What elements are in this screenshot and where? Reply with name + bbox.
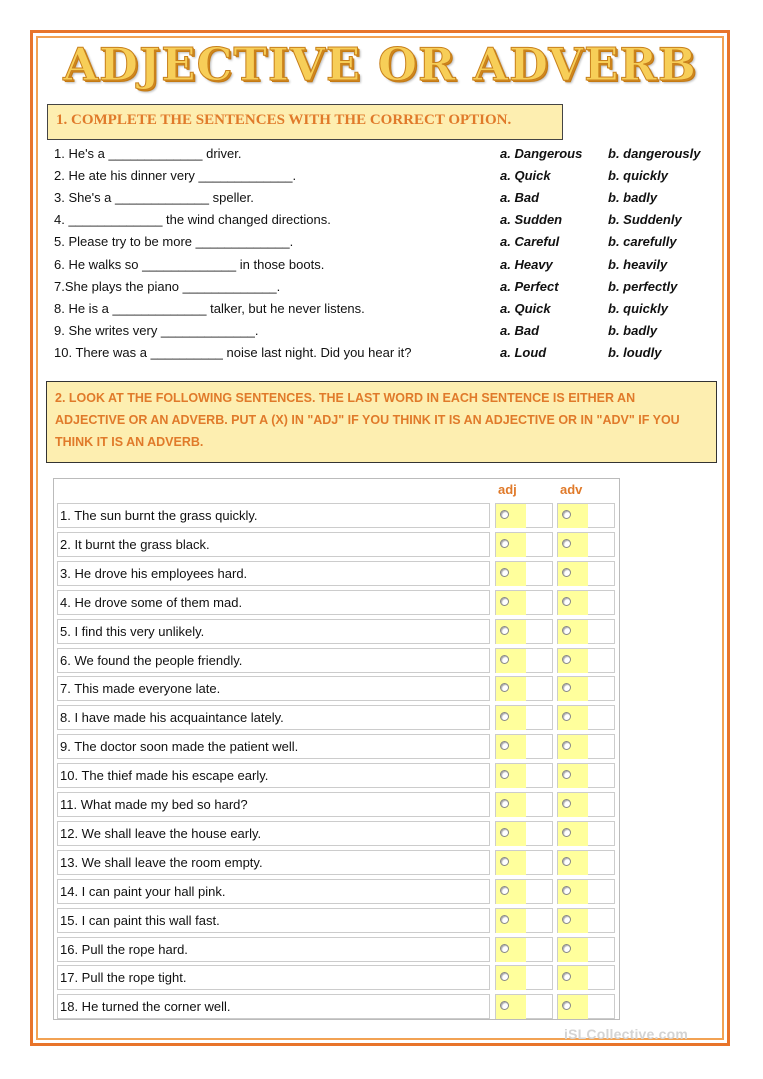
adj-cell-bg bbox=[496, 793, 526, 817]
adj-cell-bg bbox=[496, 880, 526, 904]
table-row bbox=[54, 674, 619, 703]
adv-cell bbox=[557, 965, 615, 990]
adj-radio[interactable] bbox=[500, 655, 509, 664]
sentence-text: 2. He ate his dinner very _____________. bbox=[54, 168, 297, 184]
section2-instruction bbox=[46, 381, 717, 463]
adj-radio[interactable] bbox=[500, 568, 509, 577]
sentence-text: 8. He is a _____________ talker, but he never listens. bbox=[54, 300, 365, 316]
adv-radio[interactable] bbox=[562, 915, 571, 924]
table-row bbox=[54, 877, 619, 906]
adj-cell-bg bbox=[496, 562, 526, 586]
adv-cell-bg bbox=[558, 938, 588, 962]
adj-cell bbox=[495, 503, 553, 528]
table-row bbox=[54, 732, 619, 761]
option-a: a. Bad bbox=[500, 190, 540, 206]
adj-cell-bg bbox=[496, 649, 526, 673]
row-sentence: 5. I find this very unlikely. bbox=[57, 619, 490, 644]
adj-radio[interactable] bbox=[500, 915, 509, 924]
section1-instruction: 1. COMPLETE THE SENTENCES WITH THE CORRECT OPTION. bbox=[47, 104, 563, 140]
adj-radio[interactable] bbox=[500, 857, 509, 866]
adj-cell-bg bbox=[496, 677, 526, 701]
table-row bbox=[54, 848, 619, 877]
option-b: b. badly bbox=[608, 190, 658, 206]
adj-cell bbox=[495, 879, 553, 904]
adv-cell-bg bbox=[558, 764, 588, 788]
option-a: a. Loud bbox=[500, 344, 547, 360]
adv-cell bbox=[557, 648, 615, 673]
adj-radio[interactable] bbox=[500, 683, 509, 692]
adj-radio[interactable] bbox=[500, 1001, 509, 1010]
adj-cell-bg bbox=[496, 909, 526, 933]
adv-cell-bg bbox=[558, 822, 588, 846]
adv-radio[interactable] bbox=[562, 741, 571, 750]
option-b: b. quickly bbox=[608, 168, 668, 184]
adv-cell-bg bbox=[558, 677, 588, 701]
option-b: b. heavily bbox=[608, 256, 668, 272]
table-row bbox=[54, 963, 619, 992]
adj-cell bbox=[495, 705, 553, 730]
adv-radio[interactable] bbox=[562, 972, 571, 981]
table-row bbox=[54, 790, 619, 819]
row-sentence: 12. We shall leave the house early. bbox=[57, 821, 490, 846]
adv-radio[interactable] bbox=[562, 539, 571, 548]
adj-radio[interactable] bbox=[500, 741, 509, 750]
option-b: b. loudly bbox=[608, 344, 662, 360]
adj-radio[interactable] bbox=[500, 539, 509, 548]
adj-cell bbox=[495, 619, 553, 644]
adj-radio[interactable] bbox=[500, 799, 509, 808]
adv-cell bbox=[557, 619, 615, 644]
table-row bbox=[54, 906, 619, 935]
adv-radio[interactable] bbox=[562, 799, 571, 808]
adv-radio[interactable] bbox=[562, 1001, 571, 1010]
adv-cell-bg bbox=[558, 562, 588, 586]
adj-radio[interactable] bbox=[500, 828, 509, 837]
adj-cell bbox=[495, 994, 553, 1019]
option-a: a. Perfect bbox=[500, 278, 559, 294]
option-a: a. Heavy bbox=[500, 256, 553, 272]
adj-cell-bg bbox=[496, 995, 526, 1019]
adj-cell bbox=[495, 792, 553, 817]
option-a: a. Bad bbox=[500, 322, 540, 338]
adv-cell bbox=[557, 532, 615, 557]
option-b: b. perfectly bbox=[608, 278, 678, 294]
adv-radio[interactable] bbox=[562, 568, 571, 577]
adj-cell bbox=[495, 763, 553, 788]
adv-cell bbox=[557, 879, 615, 904]
table-row bbox=[54, 530, 619, 559]
adv-radio[interactable] bbox=[562, 597, 571, 606]
adj-cell bbox=[495, 648, 553, 673]
table-row bbox=[54, 559, 619, 588]
row-sentence: 7. This made everyone late. bbox=[57, 676, 490, 701]
adj-cell bbox=[495, 734, 553, 759]
option-b: b. quickly bbox=[608, 300, 668, 316]
adv-cell-bg bbox=[558, 620, 588, 644]
adj-cell-bg bbox=[496, 620, 526, 644]
adv-cell bbox=[557, 850, 615, 875]
adv-cell-bg bbox=[558, 504, 588, 528]
adj-cell-bg bbox=[496, 764, 526, 788]
table-row bbox=[54, 646, 619, 675]
adv-cell-bg bbox=[558, 880, 588, 904]
adv-cell bbox=[557, 937, 615, 962]
adv-radio[interactable] bbox=[562, 944, 571, 953]
table-row bbox=[54, 761, 619, 790]
sentence-text: 10. There was a __________ noise last night. Did you hear it? bbox=[54, 344, 412, 360]
adj-cell-bg bbox=[496, 706, 526, 730]
option-b: b. badly bbox=[608, 322, 658, 338]
adj-cell-bg bbox=[496, 822, 526, 846]
adj-cell-bg bbox=[496, 591, 526, 615]
adv-cell bbox=[557, 676, 615, 701]
section2-instruction-line: ADJECTIVE OR AN ADVERB. PUT A (X) IN "ADJ" IF YOU THINK IT IS AN ADJECTIVE OR IN "ADV" IF YOU bbox=[55, 413, 680, 427]
row-sentence: 16. Pull the rope hard. bbox=[57, 937, 490, 962]
row-sentence: 4. He drove some of them mad. bbox=[57, 590, 490, 615]
option-a: a. Dangerous bbox=[500, 146, 583, 161]
adj-radio[interactable] bbox=[500, 626, 509, 635]
sentence-text: 7.She plays the piano _____________. bbox=[54, 278, 281, 294]
adv-radio[interactable] bbox=[562, 683, 571, 692]
adj-cell bbox=[495, 908, 553, 933]
adj-radio[interactable] bbox=[500, 770, 509, 779]
adv-radio[interactable] bbox=[562, 770, 571, 779]
adv-radio[interactable] bbox=[562, 510, 571, 519]
adj-cell-bg bbox=[496, 533, 526, 557]
adv-radio[interactable] bbox=[562, 712, 571, 721]
adv-cell-bg bbox=[558, 793, 588, 817]
adv-radio[interactable] bbox=[562, 828, 571, 837]
adv-cell bbox=[557, 994, 615, 1019]
adj-cell bbox=[495, 532, 553, 557]
sentence-text: 6. He walks so _____________ in those boots. bbox=[54, 256, 325, 272]
table-row bbox=[54, 992, 619, 1021]
row-sentence: 15. I can paint this wall fast. bbox=[57, 908, 490, 933]
page-title: ADJECTIVE OR ADVERB bbox=[63, 38, 697, 91]
adj-cell-bg bbox=[496, 938, 526, 962]
adv-cell-bg bbox=[558, 706, 588, 730]
adv-cell bbox=[557, 705, 615, 730]
adv-cell bbox=[557, 821, 615, 846]
row-sentence: 14. I can paint your hall pink. bbox=[57, 879, 490, 904]
adv-cell bbox=[557, 734, 615, 759]
adj-cell-bg bbox=[496, 851, 526, 875]
option-b: b. carefully bbox=[608, 234, 677, 250]
sentence-text: 1. He's a _____________ driver. bbox=[54, 146, 242, 161]
row-sentence: 18. He turned the corner well. bbox=[57, 994, 490, 1019]
adv-cell bbox=[557, 763, 615, 788]
adj-radio[interactable] bbox=[500, 510, 509, 519]
adj-cell bbox=[495, 965, 553, 990]
row-sentence: 11. What made my bed so hard? bbox=[57, 792, 490, 817]
sentence-text: 5. Please try to be more _____________. bbox=[54, 234, 294, 250]
adv-cell bbox=[557, 503, 615, 528]
adj-cell-bg bbox=[496, 735, 526, 759]
adv-cell-bg bbox=[558, 649, 588, 673]
row-sentence: 9. The doctor soon made the patient well. bbox=[57, 734, 490, 759]
section2-instruction-line: 2. LOOK AT THE FOLLOWING SENTENCES. THE LAST WORD IN EACH SENTENCE IS EITHER AN bbox=[55, 391, 636, 405]
adv-cell-bg bbox=[558, 735, 588, 759]
option-a: a. Quick bbox=[500, 300, 551, 316]
adj-radio[interactable] bbox=[500, 712, 509, 721]
table-row bbox=[54, 617, 619, 646]
adj-radio[interactable] bbox=[500, 597, 509, 606]
option-a: a. Sudden bbox=[500, 212, 563, 228]
option-b: b. Suddenly bbox=[608, 212, 682, 228]
adj-cell bbox=[495, 821, 553, 846]
adv-radio[interactable] bbox=[562, 626, 571, 635]
adv-cell-bg bbox=[558, 995, 588, 1019]
table-row bbox=[54, 819, 619, 848]
row-sentence: 8. I have made his acquaintance lately. bbox=[57, 705, 490, 730]
adj-column-header: adj bbox=[498, 482, 517, 497]
row-sentence: 1. The sun burnt the grass quickly. bbox=[57, 503, 490, 528]
adv-column-header: adv bbox=[560, 482, 583, 497]
adj-cell-bg bbox=[496, 966, 526, 990]
adv-cell-bg bbox=[558, 533, 588, 557]
row-sentence: 3. He drove his employees hard. bbox=[57, 561, 490, 586]
sentence-text: 9. She writes very _____________. bbox=[54, 322, 259, 338]
adj-radio[interactable] bbox=[500, 886, 509, 895]
adv-cell-bg bbox=[558, 851, 588, 875]
row-sentence: 2. It burnt the grass black. bbox=[57, 532, 490, 557]
row-sentence: 13. We shall leave the room empty. bbox=[57, 850, 490, 875]
option-a: a. Careful bbox=[500, 234, 560, 250]
adj-radio[interactable] bbox=[500, 972, 509, 981]
adv-cell-bg bbox=[558, 966, 588, 990]
adv-cell bbox=[557, 561, 615, 586]
adj-radio[interactable] bbox=[500, 944, 509, 953]
adv-radio[interactable] bbox=[562, 857, 571, 866]
adj-cell bbox=[495, 561, 553, 586]
adv-cell bbox=[557, 792, 615, 817]
adj-cell bbox=[495, 590, 553, 615]
table-row bbox=[54, 703, 619, 732]
table-row bbox=[54, 588, 619, 617]
adv-cell-bg bbox=[558, 909, 588, 933]
adj-cell bbox=[495, 676, 553, 701]
row-sentence: 6. We found the people friendly. bbox=[57, 648, 490, 673]
table-row bbox=[54, 935, 619, 964]
adj-cell bbox=[495, 937, 553, 962]
adj-cell-bg bbox=[496, 504, 526, 528]
row-sentence: 10. The thief made his escape early. bbox=[57, 763, 490, 788]
adv-radio[interactable] bbox=[562, 655, 571, 664]
sentence-text: 3. She's a _____________ speller. bbox=[54, 190, 254, 206]
option-b: b. dangerously bbox=[608, 146, 701, 161]
row-sentence: 17. Pull the rope tight. bbox=[57, 965, 490, 990]
adj-cell bbox=[495, 850, 553, 875]
answer-table bbox=[53, 478, 620, 1020]
table-row bbox=[54, 501, 619, 530]
adv-cell bbox=[557, 590, 615, 615]
adv-radio[interactable] bbox=[562, 886, 571, 895]
adv-cell bbox=[557, 908, 615, 933]
adv-cell-bg bbox=[558, 591, 588, 615]
section2-instruction-line: THINK IT IS AN ADVERB. bbox=[55, 435, 204, 449]
watermark: iSLCollective.com bbox=[564, 1026, 688, 1042]
option-a: a. Quick bbox=[500, 168, 551, 184]
sentence-text: 4. _____________ the wind changed directions. bbox=[54, 212, 331, 228]
